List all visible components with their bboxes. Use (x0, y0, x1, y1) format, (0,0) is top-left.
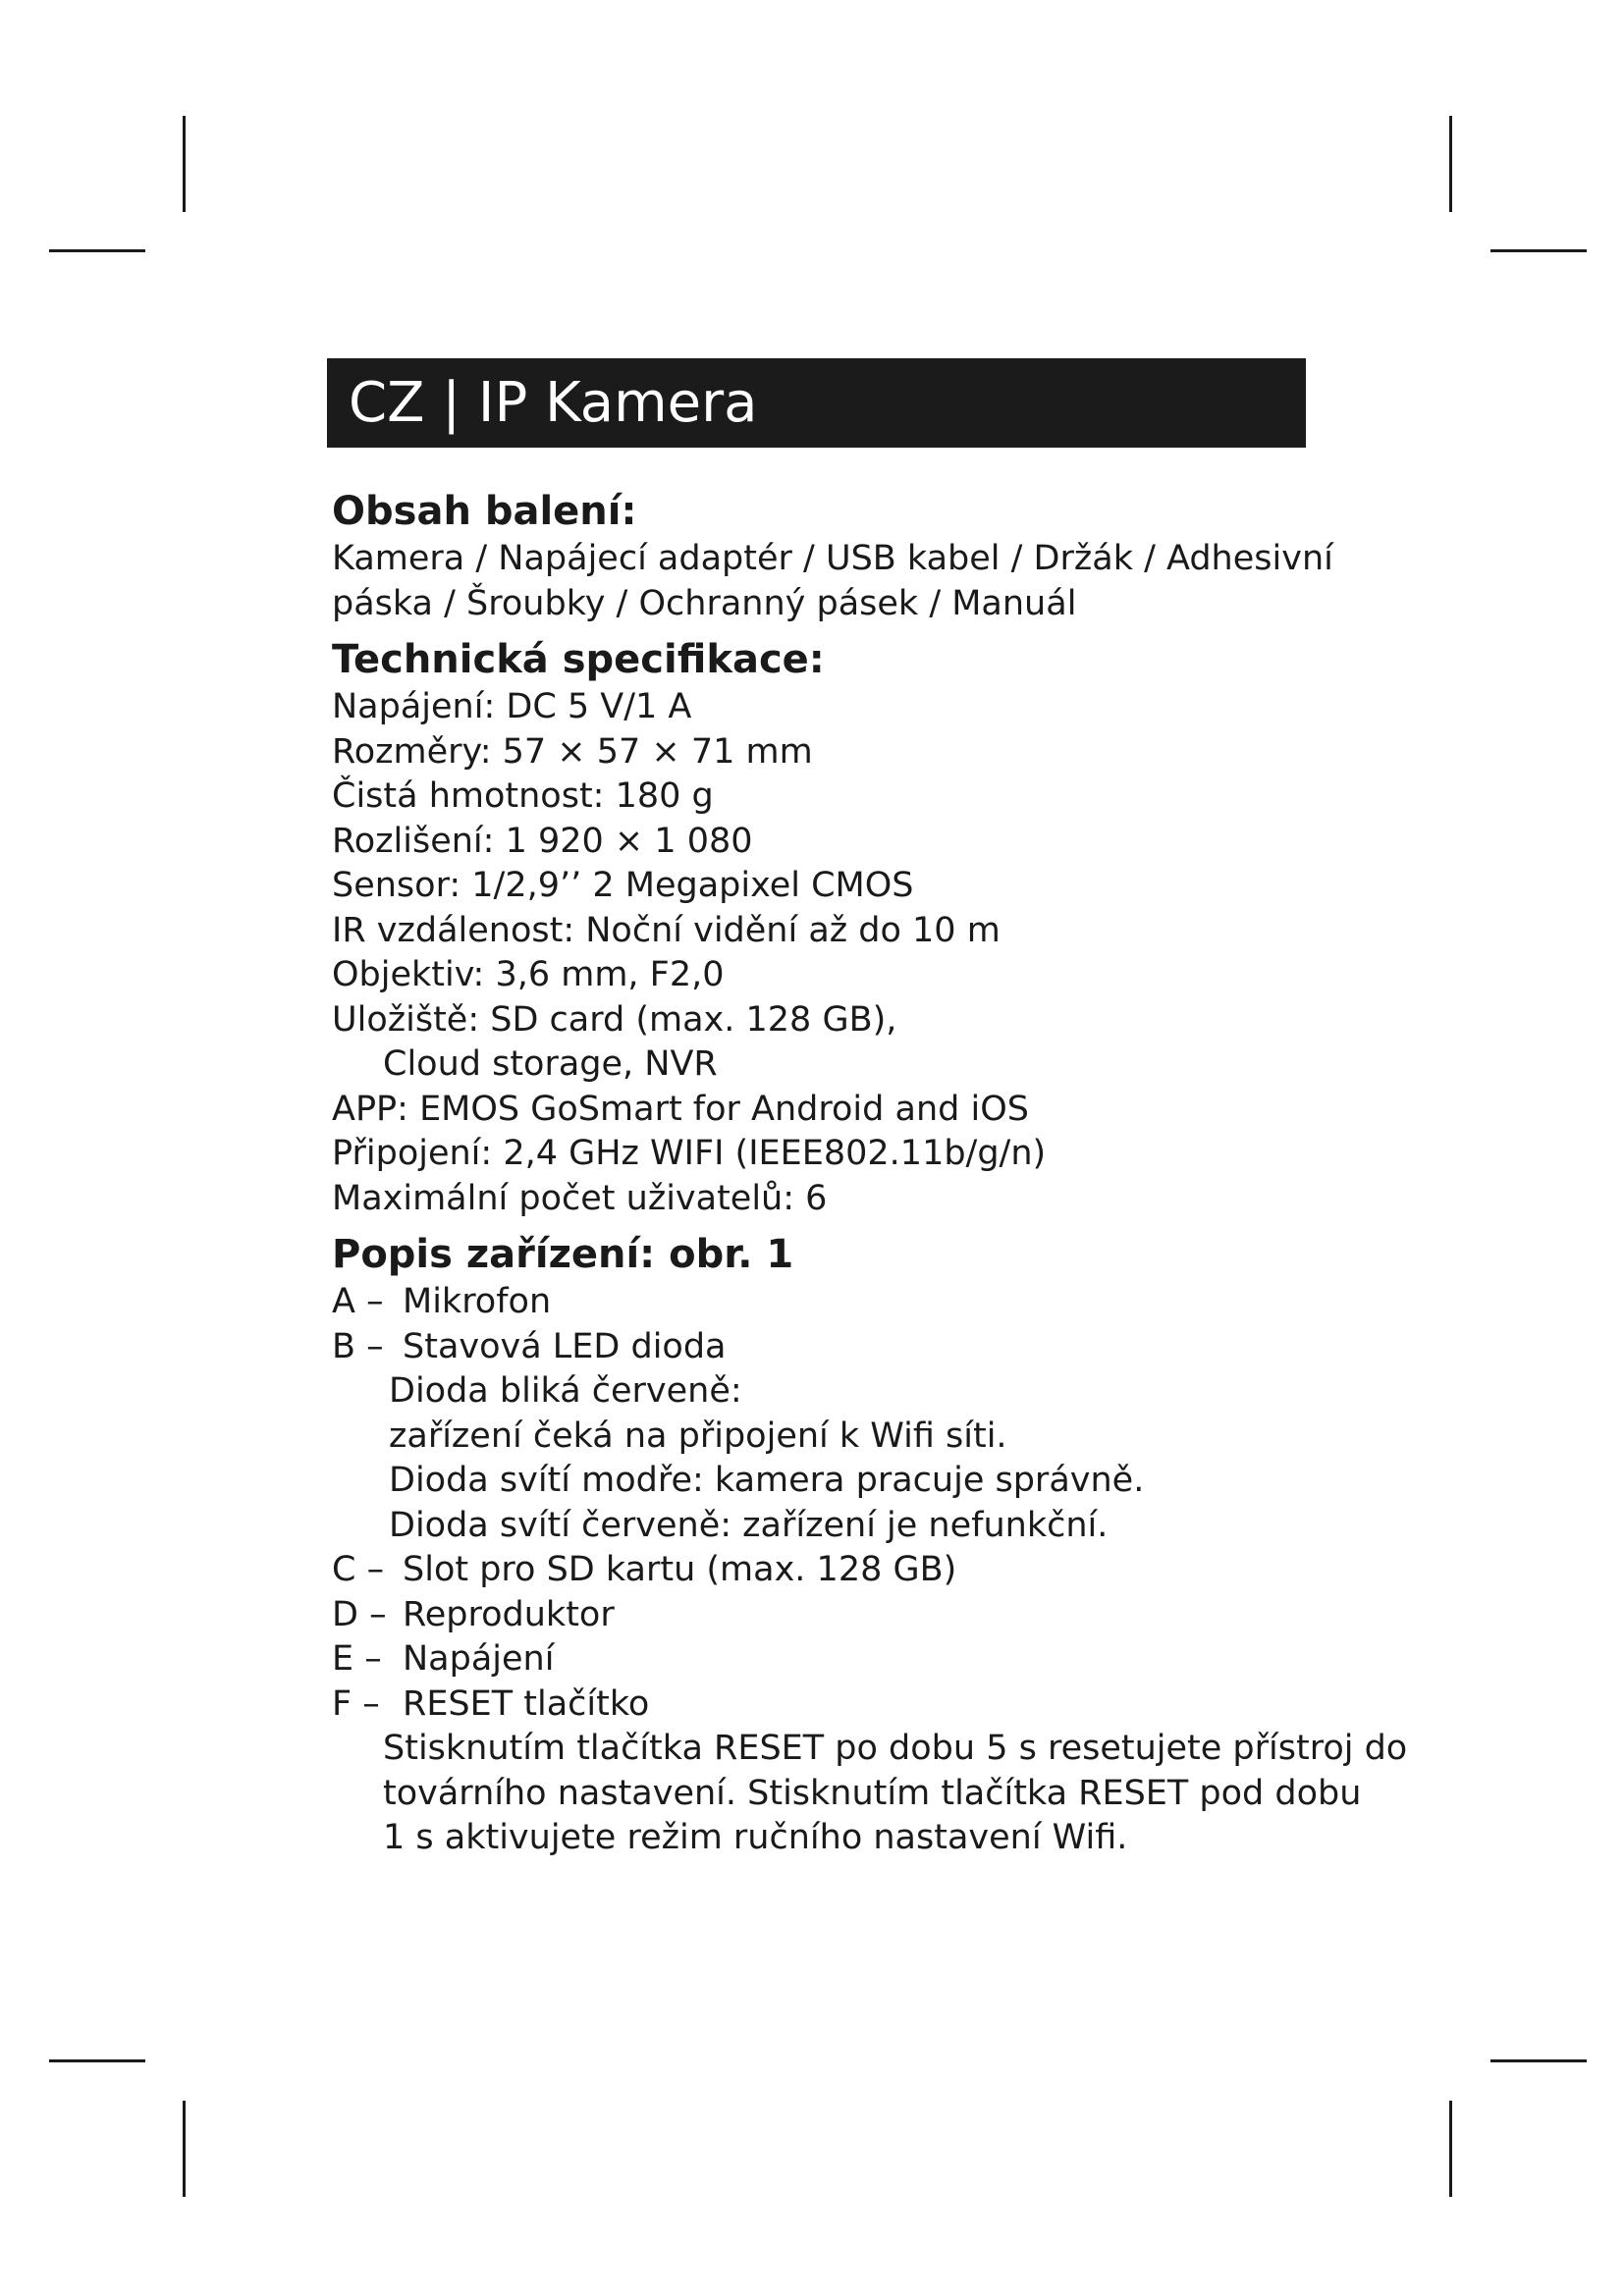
item-text: Reproduktor (403, 1594, 615, 1634)
item-letter: B – (332, 1326, 384, 1366)
led-detail: zařízení čeká na připojení k Wifi síti. (389, 1415, 1007, 1456)
spec-storage-continued: Cloud storage, NVR (383, 1044, 718, 1084)
reset-detail: 1 s aktivujete režim ručního nastavení Wifi. (383, 1818, 1128, 1857)
spec-sensor: Sensor: 1/2,9’’ 2 Megapixel CMOS (332, 866, 914, 905)
device-item-f (332, 1682, 1314, 1728)
spec-dimensions: Rozměry: 57 × 57 × 71 mm (332, 731, 813, 772)
item-letter: E – (332, 1639, 382, 1679)
spec-power: Napájení: DC 5 V/1 A (332, 687, 692, 726)
crop-mark-top-left-vertical (183, 116, 186, 212)
package-heading: Obsah balení: (332, 489, 637, 534)
specs-section (332, 634, 1314, 1221)
item-text: Napájení (403, 1639, 555, 1679)
led-detail: Dioda svítí modře: kamera pracuje správně. (389, 1461, 1145, 1500)
item-text: Stavová LED dioda (403, 1326, 727, 1366)
item-letter: F – (332, 1683, 380, 1724)
reset-detail: Stisknutím tlačítka RESET po dobu 5 s resetujete přístroj do (383, 1729, 1408, 1768)
crop-mark-top-left-horizontal (49, 249, 145, 252)
crop-mark-top-right-horizontal (1490, 249, 1587, 252)
device-item-d (332, 1593, 1314, 1638)
crop-mark-bottom-right-vertical (1449, 2101, 1452, 2197)
crop-mark-top-right-vertical (1449, 116, 1452, 212)
spec-resolution: Rozlišení: 1 920 × 1 080 (332, 821, 753, 861)
item-text: RESET tlačítko (403, 1683, 650, 1724)
device-item-c (332, 1548, 1314, 1593)
spec-lens: Objektiv: 3,6 mm, F2,0 (332, 955, 725, 994)
spec-connection: Připojení: 2,4 GHz WIFI (IEEE802.11b/g/n) (332, 1134, 1047, 1173)
item-text: Slot pro SD kartu (max. 128 GB) (403, 1550, 957, 1589)
item-text: Mikrofon (403, 1282, 552, 1321)
item-letter: A – (332, 1282, 384, 1321)
item-letter: D – (332, 1594, 387, 1634)
page-title: CZ | IP Kamera (327, 358, 1306, 448)
device-item-e (332, 1637, 1314, 1682)
reset-detail: továrního nastavení. Stisknutím tlačítka RESET pod dobu (383, 1773, 1362, 1813)
crop-mark-bottom-right-horizontal (1490, 2059, 1587, 2062)
package-line: Kamera / Napájecí adaptér / USB kabel / Držák / Adhesivní (332, 539, 1333, 578)
manual-content (332, 486, 1408, 1861)
spec-weight: Čistá hmotnost: 180 g (332, 776, 714, 816)
specs-heading: Technická specifikace: (332, 637, 825, 682)
spec-app: APP: EMOS GoSmart for Android and iOS (332, 1089, 1029, 1129)
device-heading: Popis zařízení: obr. 1 (332, 1232, 794, 1277)
led-detail: Dioda bliká červeně: (389, 1371, 742, 1411)
device-item-b (332, 1325, 1314, 1370)
device-section (332, 1229, 1408, 1861)
device-item-a (332, 1280, 1314, 1325)
led-detail: Dioda svítí červeně: zařízení je nefunkční. (389, 1505, 1109, 1545)
crop-mark-bottom-left-vertical (183, 2101, 186, 2197)
spec-max-users: Maximální počet uživatelů: 6 (332, 1178, 828, 1218)
item-letter: C – (332, 1550, 385, 1589)
package-section (332, 486, 1333, 626)
spec-storage: Uložiště: SD card (max. 128 GB), (332, 999, 897, 1040)
crop-mark-bottom-left-horizontal (49, 2059, 145, 2062)
package-line: páska / Šroubky / Ochranný pásek / Manuál (332, 583, 1077, 623)
spec-ir-distance: IR vzdálenost: Noční vidění až do 10 m (332, 910, 1001, 950)
